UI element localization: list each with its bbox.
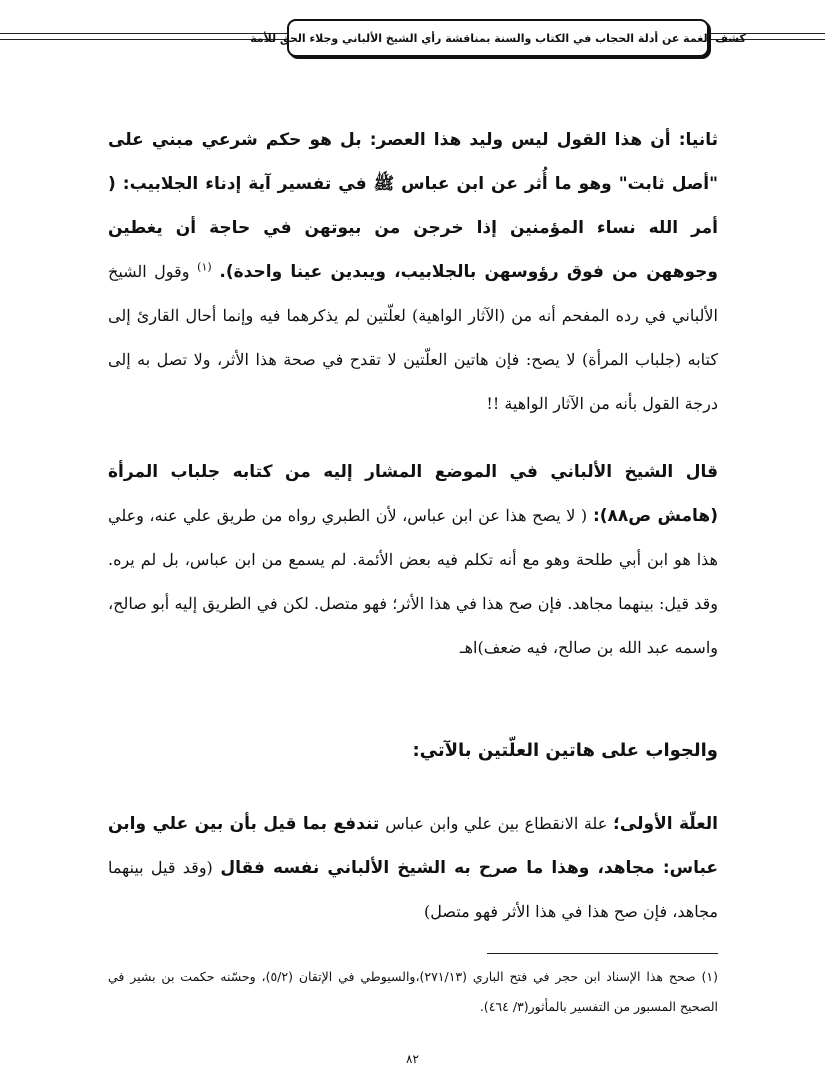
- paragraph-3-text-1: علة الانقطاع بين علي وابن عباس: [385, 814, 608, 833]
- footnote: (١) صحح هذا الإسناد ابن حجر في فتح الباري (٢٧١/١٣)،والسيوطي في الإتقان (٥/٢)، وحسّنه حكمت بن بشير في الصحيح المسبور من التفسير بالمأثور(٣/ ٤٦٤).: [108, 969, 718, 1014]
- paragraph-2: [108, 450, 718, 670]
- page-number: ٨٢: [406, 1052, 419, 1066]
- paragraph-3-text-2: (وقد قيل بينهما مجاهد، فإن صح هذا في هذا الأثر فهو متصل): [108, 858, 718, 921]
- paragraph-2-text: ( لا يصح هذا عن ابن عباس، لأن الطبري رواه من طريق علي عنه، وعلي هذا هو ابن أبي طلحة وهو مع أنه تكلم فيه بعض الأئمة. لم يسمع من ابن عباس، بل لم يره. وقد قيل: بينهما مجاهد. فإن صح هذا في هذا الأثر؛ فهو متصل. لكن في الطريق إليه أبو صالح، واسمه عبد الله بن صالح، فيه ضعف)اهـ: [108, 506, 719, 657]
- running-header-title: كشف الغمة عن أدلة الحجاب في الكتاب والسنة بمناقشة رأي الشيخ الألباني وجلاء الحق للأمة: [250, 31, 746, 45]
- paragraph-1-bold: ثانيا: أن هذا القول ليس وليد هذا العصر: بل هو حكم شرعي مبني على "أصل ثابت" وهو ما أُثر عن ابن عباس ﷺ في تفسير آية إدناء الجلابيب: ( أمر الله نساء المؤمنين إذا خرجن من بيوتهن في حاجة أن يغطين وجوههن من فوق رؤوسهن بالجلابيب، ويبدين عينا واحدة).: [108, 130, 718, 282]
- footnote-reference: (١): [197, 260, 212, 274]
- running-header: [250, 19, 746, 57]
- paragraph-1: [108, 118, 718, 426]
- paragraph-2-bold: قال الشيخ الألباني في الموضع المشار إليه من كتابه جلباب المرأة (هامش ص٨٨):: [108, 462, 718, 526]
- footnote-separator: [487, 953, 718, 954]
- paragraph-3-bold-1: العلّة الأولى؛: [613, 814, 718, 834]
- paragraph-1-text: وقول الشيخ الألباني في رده المفحم أنه من (الآثار الواهية) لعلّتين لم يذكرهما فيه وإنما أحال القارئ إلى كتابه (جلباب المرأة) لا يصح: فإن هاتين العلّتين لا تقدح في صحة هذا الأثر، ولا تصل به إلى درجة القول بأنه من الآثار الواهية !!: [108, 262, 718, 413]
- paragraph-3: [108, 802, 718, 934]
- section-heading: والجواب على هاتين العلّتين بالآتي:: [412, 740, 718, 761]
- paragraph-3-bold-2: تندفع بما قيل بأن بين علي وابن عباس: مجاهد، وهذا ما صرح به الشيخ الألباني نفسه فقال: [108, 814, 719, 878]
